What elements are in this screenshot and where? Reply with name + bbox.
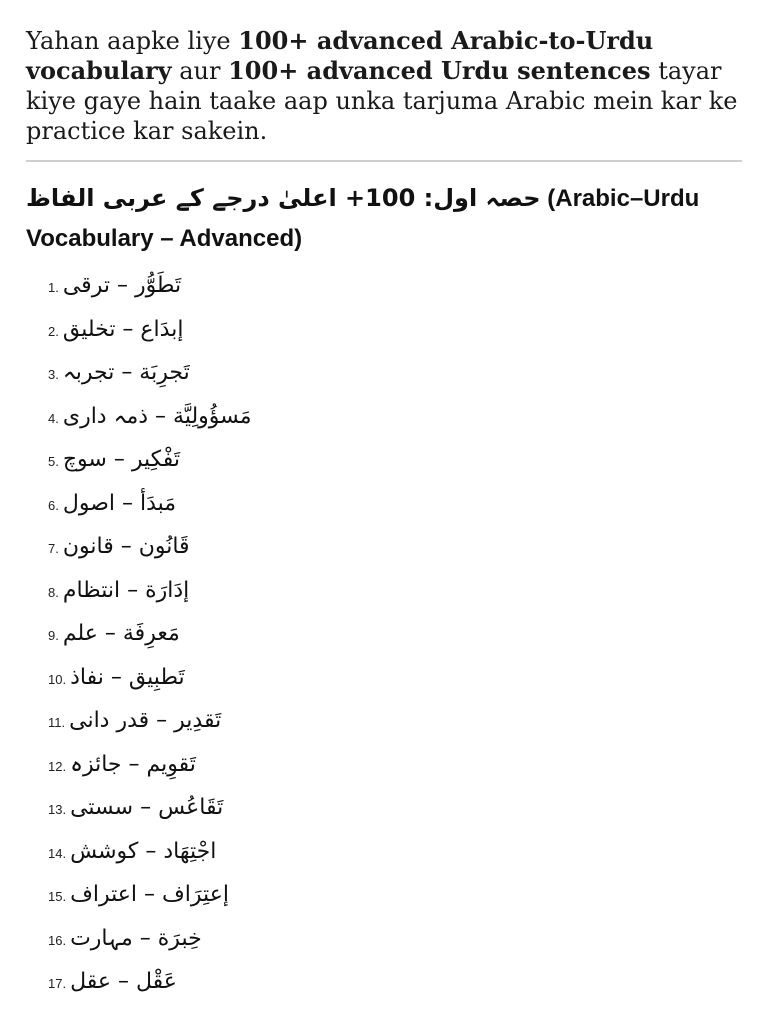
intro-text-3: tayar kiye gaye hain taake aap unka tarjuma Arabic mein kar ke practice kar sakein. [26, 57, 738, 145]
vocabulary-item-number: 12. [48, 758, 67, 774]
vocabulary-item-number: 8. [48, 584, 59, 600]
vocabulary-item-text: تَقَاعُس – سستی [70, 795, 224, 820]
vocabulary-item-text: قَانُون – قانون [62, 534, 190, 559]
vocabulary-item-number: 6. [48, 497, 59, 513]
vocabulary-item [48, 969, 742, 1013]
vocabulary-item-number: 10. [48, 671, 67, 687]
vocabulary-item [48, 578, 742, 622]
vocabulary-item-text: تَطبِيق – نفاذ [70, 664, 185, 690]
vocabulary-item-text: خِبرَة – مہارت [70, 925, 202, 951]
vocabulary-item-number: 14. [48, 845, 67, 861]
vocabulary-item-text: تَطَوُّر – ترقی [62, 273, 182, 298]
vocabulary-item [48, 839, 742, 883]
vocabulary-item-text: تَقدِير – قدر دانی [69, 708, 222, 733]
section-heading-urdu: حصہ اول: 100+ اعلیٰ درجے کے عربی الفاظ [26, 184, 541, 212]
vocabulary-item [48, 491, 742, 535]
vocabulary-item-text: مَعرِفَة – علم [62, 621, 180, 646]
vocabulary-item-text: عَقْل – عقل [70, 969, 177, 994]
vocabulary-item-number: 17. [48, 976, 67, 991]
vocabulary-item [48, 360, 742, 404]
vocabulary-list [26, 273, 742, 1013]
vocabulary-item-number: 16. [48, 932, 67, 948]
vocabulary-item-number: 4. [48, 410, 59, 426]
vocabulary-item-number: 15. [48, 889, 67, 904]
vocabulary-item-text: إبدَاع – تخلیق [62, 316, 184, 342]
vocabulary-item [48, 665, 742, 709]
intro-bold-vocabulary: 100+ advanced Arabic-to-Urdu vocabulary [26, 26, 654, 85]
vocabulary-item [48, 447, 742, 491]
vocabulary-item [48, 708, 742, 752]
vocabulary-item [48, 317, 742, 361]
vocabulary-item-number: 13. [48, 802, 67, 817]
intro-text-1: Yahan aapke liye [26, 27, 239, 55]
vocabulary-item-number: 7. [48, 541, 59, 556]
vocabulary-item-number: 2. [48, 323, 59, 339]
section-heading-english: (Arabic–Urdu Vocabulary – Advanced) [26, 185, 700, 252]
vocabulary-item-number: 5. [48, 454, 59, 469]
vocabulary-item [48, 926, 742, 970]
vocabulary-item-text: مَسؤُولِيَّة – ذمہ داری [62, 403, 252, 429]
vocabulary-item-text: اجْتِهَاد – کوشش [70, 838, 217, 864]
section-heading [26, 178, 742, 259]
vocabulary-item-number: 9. [48, 628, 59, 643]
intro-bold-sentences: 100+ advanced Urdu sentences [228, 56, 651, 85]
vocabulary-item [48, 882, 742, 926]
vocabulary-item-text: إعتِرَاف – اعتراف [70, 882, 229, 907]
intro-text-2: aur [171, 57, 229, 85]
vocabulary-item-text: تَفْكِير – سوچ [62, 447, 181, 472]
vocabulary-item [48, 534, 742, 578]
vocabulary-item-text: تَجرِبَة – تجربہ [62, 360, 190, 385]
vocabulary-item [48, 795, 742, 839]
intro-paragraph [26, 26, 742, 146]
vocabulary-item-number: 11. [48, 715, 66, 730]
vocabulary-item-number: 3. [48, 367, 59, 382]
vocabulary-item [48, 404, 742, 448]
vocabulary-item-text: تَقوِيم – جائزہ [70, 751, 196, 777]
vocabulary-item-text: مَبدَأ – اصول [62, 490, 177, 516]
section-divider [26, 160, 742, 162]
vocabulary-item [48, 621, 742, 665]
vocabulary-item-text: إدَارَة – انتظام [62, 577, 190, 603]
vocabulary-item-number: 1. [48, 280, 59, 295]
vocabulary-item [48, 752, 742, 796]
vocabulary-item [48, 273, 742, 317]
